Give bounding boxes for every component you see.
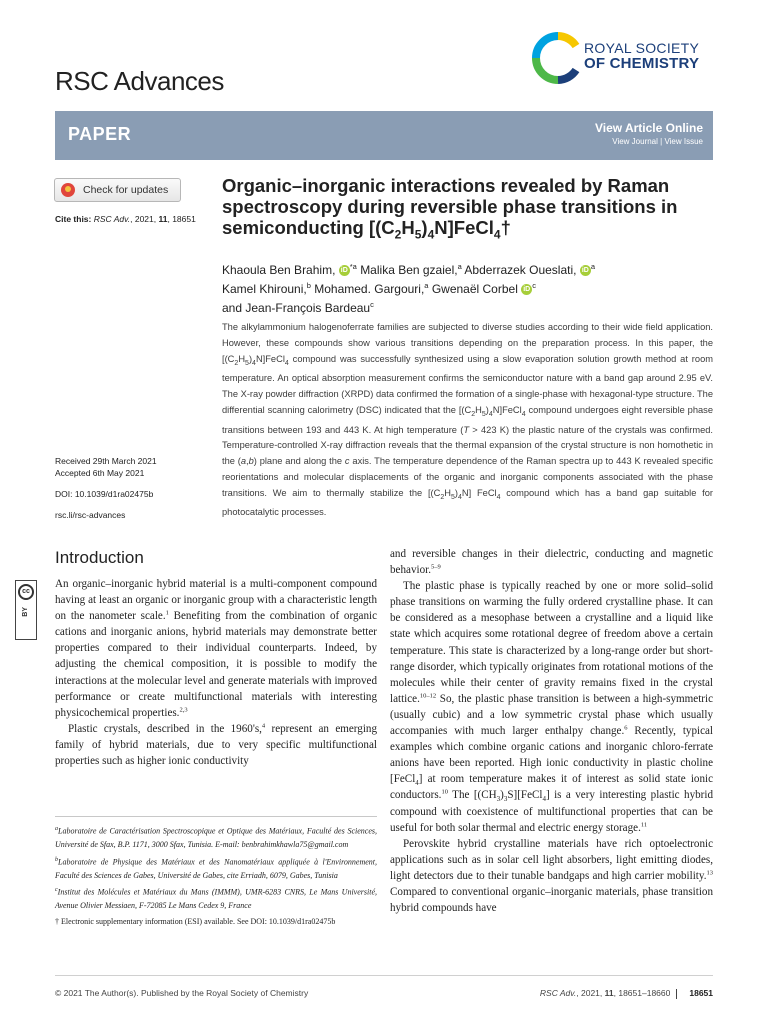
page-citation (540, 988, 713, 999)
paragraph: Perovskite hybrid crystalline materials have rich optoelectronic applications such as in solar cell light absorbers, light emitting diodes, light detectors due to their tunable bandgaps and high carrier mobility.$^{13}$ Compared to conventional organic–inorganic materials, phase transition hybrid compounds have (390, 837, 713, 915)
footer-journal: RSC Adv. (539, 988, 577, 998)
abstract: The alkylammonium halogenoferrate families are subjected to diverse studies according to their wide field application. However, these compounds show various transitions depending on the preparation process. In this paper, the $[(C_2H_5)_4N]FeCl_4$ compound was successfully synthesized using a slow evaporation solution growth method at room temperature. An optical absorption measurement confirms the semiconductor nature with a band gap around 2.95 eV. The X-ray powder diffraction (XRPD) data confirmed the formation of a single-phase with hexagonal-type structure. The differential scanning calorimetry (DSC) indicated that the $[(C_2H_5)_4N]FeCl_4$ compound undergoes eight reversible phase transitions between 193 and 443 K. At high temperature (T > 423 K) the plastic nature of the crystals was confirmed. Temperature-controlled X-ray diffraction reveals that the thermal expansion of the crystal structure is non homothetic in the (a,b) plane and along the c axis. The temperature dependence of the Raman spectra up to 443 K revealed specific reorientations and molecular displacements of the organic and inorganic components associated with the phase transitions. We aim to thermally stabilize the $[(C_2H_5)_4N]$ FeCl$_4$ compound which has a band gap suitable for photocatalytic processes. (222, 322, 714, 518)
author-affiliation-mark: *a (349, 262, 357, 271)
cite-pages: , 18651 (167, 214, 196, 224)
paragraph: An organic–inorganic hybrid material is a multi-component compound having at least an organic or inorganic group with a characteristic length on the nanometer scale.$^1$ Benefiting from the combination of organic cations and inorganic anions, hybrid materials may demonstrate better properties compared to their individual counterparts. Indeed, by adjusting the chemical composition, it is possible to modify the interactions at the molecular level and generate materials with improved performance or create multifunctional materials with interesting physicochemical properties.$^{2,3}$ (55, 578, 377, 719)
orcid-icon[interactable]: iD (523, 286, 531, 294)
author-name[interactable]: Mohamed. Gargouri, (314, 282, 425, 296)
check-updates-icon (61, 183, 75, 197)
article-title: Organic–inorganic interactions revealed by Raman spectroscopy during reversible phase transitions in semiconducting $[(C_2H_5)_4N]FeCl_4\dagger$ (222, 175, 678, 242)
paragraph: and reversible changes in their dielectric, conducting and magnetic behavior.$^{5-9}$ (390, 548, 713, 577)
cc-by-license-badge[interactable] (15, 580, 37, 640)
check-for-updates-button[interactable] (54, 178, 181, 202)
page-number: 18651 (689, 988, 713, 998)
cc-by-label: BY (22, 607, 29, 617)
journal-name: RSC Advances (55, 66, 224, 96)
cite-this (55, 214, 196, 224)
affiliation-footnotes (55, 823, 377, 930)
article-type-band (55, 111, 713, 160)
check-updates-label: Check for updates (83, 184, 169, 196)
rsc-logo-ring (536, 36, 576, 80)
footer-volume: 11 (604, 988, 614, 998)
footer-separator (676, 989, 677, 999)
body-column-right (390, 546, 713, 916)
author-list (222, 259, 722, 316)
view-links (612, 137, 703, 146)
footer-year: , 2021, (576, 988, 605, 998)
cc-icon: cc (18, 584, 34, 600)
cite-prefix: Cite this: (55, 214, 92, 224)
accepted-date: Accepted 6th May 2021 (55, 468, 145, 478)
rsc-wordmark (584, 40, 699, 72)
cite-journal: RSC Adv. (93, 214, 131, 224)
author-affiliation-mark: c (370, 300, 374, 309)
view-links-separator: | (660, 137, 665, 146)
orcid-icon[interactable]: iD (340, 267, 348, 275)
received-date: Received 29th March 2021 (55, 456, 157, 466)
author-affiliation-mark: b (306, 281, 311, 290)
body-column-left (55, 576, 377, 769)
paragraph: The plastic phase is typically reached by one or more solid–solid phase transitions on warming the fully ordered crystalline phase. It can be considered as a mesophase between a crystalline and a liquid like state which acquires some rotational degree of freedom above a certain temperature. This state is characterized by a long-range order but short-range disorder, which typically originates from rotational motions of the molecules while their center of gravity remains fixed in the crystal lattice.$^{10-12}$ So, the plastic phase transition is between a high-symmetric (usually cubic) and a low symmetric crystal phase which usually accompanies with much larger enthalpy change.$^6$ Recently, typical examples which combine organic cations and inorganic chloro-ferrate anions have been reported. High ionic conductivity in plastic choline [FeCl$_4$] at room temperature makes it of interest as solid state ionic conductors.$^{10}$ The $[(CH_3)_3S][FeCl_4]$ is a very interesting plastic hybrid compound with coexistence of multifunctional properties that can be useful for both solar thermal and electric energy storage.$^{11}$ (390, 580, 714, 834)
author-name[interactable]: and Jean-François Bardeau (222, 301, 371, 315)
author-name[interactable]: Kamel Khirouni, (222, 282, 307, 296)
article-type-label: PAPER (68, 124, 132, 144)
cite-year: , 2021, (130, 214, 159, 224)
author-name[interactable]: Malika Ben gzaiel, (360, 263, 458, 277)
author-affiliation-mark: a (590, 262, 595, 271)
affiliation-a: $^a$Laboratoire de Caractérisation Spectroscopique et Optique des Matériaux, Faculté des Sciences, Université de Sfax, B.P. 1171, 3000 Sfax, Tunisia. E-mail: benbrahimkhawla75@gmail.com (55, 826, 377, 850)
section-heading-introduction: Introduction (55, 548, 144, 567)
copyright-notice: © 2021 The Author(s). Published by the Royal Society of Chemistry (55, 988, 309, 998)
author-name[interactable]: Gwenaël Corbel (431, 282, 518, 296)
rsc-line1: ROYAL SOCIETY (584, 40, 700, 56)
journal-link[interactable]: rsc.li/rsc-advances (55, 510, 126, 520)
cite-volume: 11 (158, 214, 168, 224)
affiliation-b: $^b$Laboratoire de Physique des Matériaux et des Nanomatériaux appliquée à l'Environnement, Faculté des Sciences de Gabes, Université de Gabes, cite Erriadh, 6079, Gabes, Tunisia (55, 856, 377, 880)
paragraph: Plastic crystals, described in the 1960's,$^4$ represent an emerging family of hybrid materials, due to very specific multifunctional properties such as higher ionic conductivity (55, 722, 378, 768)
footer-divider (55, 975, 713, 976)
orcid-icon[interactable]: iD (581, 267, 589, 275)
footnote-divider (55, 816, 377, 817)
view-article-online-link[interactable]: View Article Online (594, 121, 703, 135)
author-affiliation-mark: c (532, 281, 536, 290)
rsc-line2: OF CHEMISTRY (584, 55, 700, 72)
affiliation-c: $^c$Institut des Molécules et Matériaux du Mans (IMMM), UMR-6283 CNRS, Le Mans Université, Avenue Olivier Messiaen, F-72085 Le Mans Cedex 9, France (55, 887, 377, 911)
author-affiliation-mark: a (424, 281, 429, 290)
author-affiliation-mark: a (457, 262, 462, 271)
footer-pages: , 18651–18660 (613, 988, 671, 998)
view-issue-link[interactable]: View Issue (664, 137, 703, 146)
author-name[interactable]: Abderrazek Oueslati, (464, 263, 577, 277)
author-name[interactable]: Khaoula Ben Brahim, (222, 263, 336, 277)
esi-note[interactable]: † Electronic supplementary information (ESI) available. See DOI: 10.1039/d1ra02475b (55, 916, 336, 926)
view-journal-link[interactable]: View Journal (612, 137, 658, 146)
doi[interactable]: DOI: 10.1039/d1ra02475b (55, 489, 154, 499)
